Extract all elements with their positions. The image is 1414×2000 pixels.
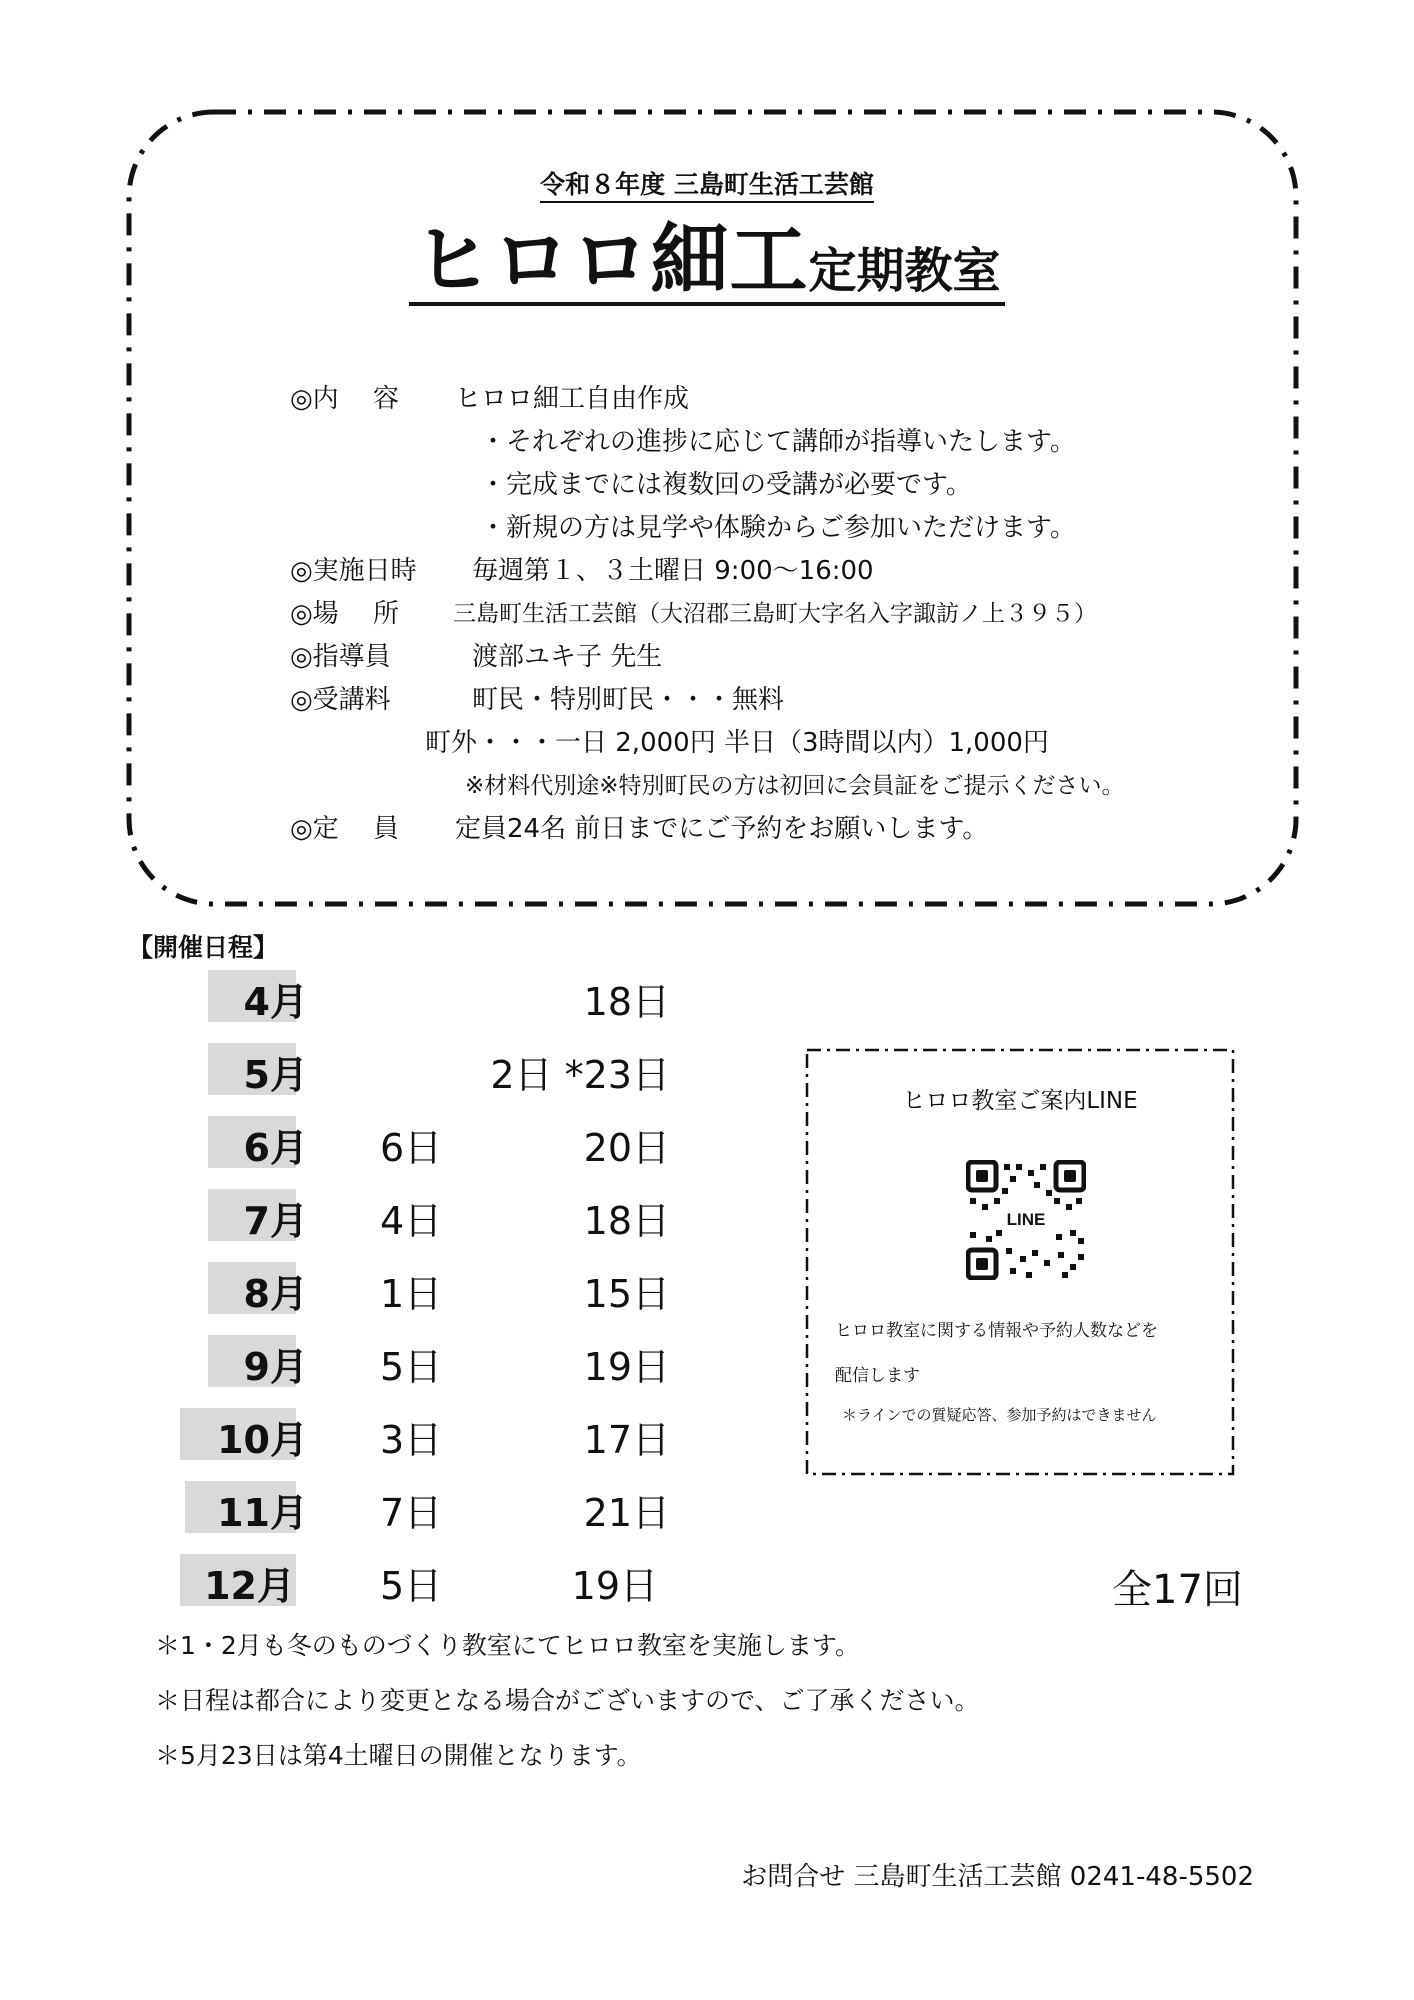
day-second: 18日 xyxy=(583,1199,670,1243)
fee-label: ◎受講料 xyxy=(290,685,391,715)
month-label: 6月 xyxy=(243,1126,308,1170)
capacity-value: 定員24名 前日までにご予約をお願いします。 xyxy=(455,814,989,844)
fee-note: ※材料代別途※特別町民の方は初回に会員証をご提示ください。 xyxy=(465,773,1125,799)
content-label: ◎内 容 xyxy=(290,384,399,414)
month-label: 8月 xyxy=(243,1272,308,1316)
day-second: 21日 xyxy=(583,1491,670,1535)
footnote-1: ＊1・2月も冬のものづくり教室にてヒロロ教室を実施します。 xyxy=(155,1631,860,1660)
footnote-2: ＊日程は都合により変更となる場合がございますので、ご了承ください。 xyxy=(155,1686,980,1715)
content-value: ヒロロ細工自由作成 xyxy=(455,384,690,414)
line-box-note: ＊ラインでの質疑応答、参加予約はできません xyxy=(842,1406,1157,1424)
line-box-title: ヒロロ教室ご案内LINE xyxy=(902,1088,1138,1114)
month-label: 5月 xyxy=(243,1053,308,1097)
day-first: 5日 xyxy=(380,1345,443,1389)
day-first: 3日 xyxy=(380,1418,443,1462)
capacity-label: ◎定 員 xyxy=(290,814,399,844)
day-first: 4日 xyxy=(380,1199,443,1243)
total-sessions: 全17回 xyxy=(1112,1567,1243,1613)
day-second: 19日 xyxy=(571,1564,658,1608)
schedule-heading: 【開催日程】 xyxy=(128,933,279,962)
footnote-3: ＊5月23日は第4土曜日の開催となります。 xyxy=(155,1741,642,1770)
content-note-3: ・新規の方は見学や体験からご参加いただけます。 xyxy=(480,513,1076,543)
date-value: 毎週第１、３土曜日 9:00～16:00 xyxy=(472,556,874,586)
content-note-2: ・完成までには複数回の受講が必要です。 xyxy=(480,470,972,500)
contact-info: お問合せ 三島町生活工芸館 0241-48-5502 xyxy=(741,1862,1254,1892)
fee-outside: 町外・・・一日 2,000円 半日（3時間以内）1,000円 xyxy=(425,728,1049,758)
day-first: 6日 xyxy=(380,1126,443,1170)
day-second: 15日 xyxy=(583,1272,670,1316)
qr-line-label: LINE xyxy=(1006,1210,1046,1229)
day-first: 5日 xyxy=(380,1564,443,1608)
month-label: 7月 xyxy=(243,1199,308,1243)
page-title xyxy=(0,216,1414,306)
month-label: 11月 xyxy=(217,1491,308,1535)
fee-value: 町民・特別町民・・・無料 xyxy=(472,685,785,715)
month-label: 4月 xyxy=(243,980,308,1024)
header-subtitle: 令和８年度 三島町生活工芸館 xyxy=(0,165,1414,201)
date-label: ◎実施日時 xyxy=(290,556,417,586)
qr-code-icon[interactable] xyxy=(966,1160,1086,1280)
place-label: ◎場 所 xyxy=(290,599,399,629)
day-second: 17日 xyxy=(583,1418,670,1462)
month-label: 9月 xyxy=(243,1345,308,1389)
month-label: 10月 xyxy=(217,1418,308,1462)
line-box-text-2: 配信します xyxy=(835,1366,920,1386)
month-label: 12月 xyxy=(204,1564,295,1608)
line-box-text-1: ヒロロ教室に関する情報や予約人数などを xyxy=(835,1321,1158,1341)
place-value: 三島町生活工芸館（大沼郡三島町大字名入字諏訪ノ上３９５） xyxy=(453,601,1097,627)
instructor-value: 渡部ユキ子 先生 xyxy=(472,642,663,672)
day-second: 20日 xyxy=(583,1126,670,1170)
day-second: 18日 xyxy=(583,980,670,1024)
day-first: 7日 xyxy=(380,1491,443,1535)
title-sub: 定期教室 xyxy=(808,243,1001,299)
title-main: ヒロロ細工 xyxy=(413,216,809,306)
day-second: 19日 xyxy=(583,1345,670,1389)
instructor-label: ◎指導員 xyxy=(290,642,391,672)
content-note-1: ・それぞれの進捗に応じて講師が指導いたします。 xyxy=(480,427,1076,457)
day-second: 2日 *23日 xyxy=(490,1053,670,1097)
day-first: 1日 xyxy=(380,1272,443,1316)
